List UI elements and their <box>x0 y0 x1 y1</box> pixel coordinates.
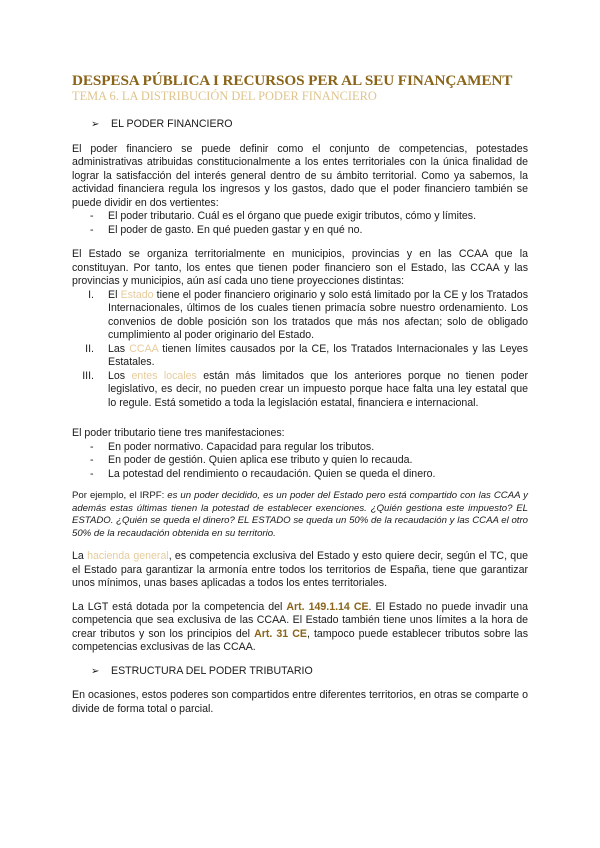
list-item: - El poder de gasto. En qué pueden gastar y en qué no. <box>90 223 363 236</box>
example-irpf: Por ejemplo, el IRPF: es un poder decidido, es un poder del Estado pero está compartido con las CCAA y además estas últimas tienen la potestad de establecer exenciones. ¿Quién gestiona este impuesto? EL ESTADO. ¿Quién se queda el dinero? EL ESTADO se queda un 50% de la recaudación y las CCAA el otro 50% de la recaudación obtenida en su territorio. <box>72 490 528 539</box>
arrow-bullet-icon: ➢ <box>91 665 100 677</box>
paragraph-lgt: La LGT está dotada por la competencia del Art. 149.1.14 CE. El Estado no puede invadir una competencia que sea exclusiva de las CCAA. El Estado también tiene unos límites a la hora de crear tributos y son los principios del Art. 31 CE, tampoco puede establecer tributos sobre las competencias exclusivas de las CCAA. <box>72 600 528 654</box>
list-item: - El poder tributario. Cuál es el órgano que puede exigir tributos, cómo y límites. <box>90 210 477 222</box>
highlight-term: entes locales <box>131 369 197 382</box>
article-reference: Art. 31 CE <box>254 627 307 640</box>
entes-list <box>72 289 528 411</box>
list-item: I. El Estado tiene el poder financiero originario y solo está limitado por la CE y los Tratados Internacionales, últimos de los cuales tienen primacía sobre nuestro ordenamiento. Los convenios de doble posición son los tratados que más nos afectan; solo de obligado cumplimiento al poder originario del Estado. <box>88 288 528 341</box>
list-item: II. Las CCAA tienen límites causados por la CE, los Tratados Internacionales y las Leyes Estatales. <box>85 342 528 368</box>
manifestaciones-list <box>72 441 528 482</box>
highlight-term: hacienda general <box>87 550 169 563</box>
paragraph-tributario-intro: El poder tributario tiene tres manifestaciones: <box>72 427 285 439</box>
document-subtitle: TEMA 6. LA DISTRIBUCIÓN DEL PODER FINANCIERO <box>72 89 377 103</box>
paragraph-estructura: En ocasiones, estos poderes son compartidos entre diferentes territorios, en otras se comparte o divide de forma total o parcial. <box>72 689 528 715</box>
section-heading-poder-financiero: ➢ EL PODER FINANCIERO <box>91 118 233 130</box>
arrow-bullet-icon: ➢ <box>91 119 100 130</box>
document-page <box>72 72 528 716</box>
article-reference: Art. 149.1.14 CE <box>286 600 369 613</box>
highlight-term: Estado <box>120 288 154 301</box>
list-item: - La potestad del rendimiento o recaudación. Quien se queda el dinero. <box>90 467 436 480</box>
paragraph-intro: El poder financiero se puede definir como el conjunto de competencias, potestades administrativas atribuidas constitucionalmente a los entes territoriales con la única finalidad de lograr la satisfacción del interés general dentro de su ámbito territorial. Como ya sabemos, la actividad financiera regula los ingresos y los gastos, dado que el poder financiero también se puede dividir en dos vertientes: <box>72 142 528 209</box>
document-title: DESPESA PÚBLICA I RECURSOS PER AL SEU FINANÇAMENT <box>72 72 513 89</box>
paragraph-organization: El Estado se organiza territorialmente en municipios, provincias y en las CCAA que la constituyan. Por tanto, los entes que tienen poder financiero son el Estado, las CCAA y las provincias y municipios, aún así cada uno tiene proyecciones distintas: <box>72 248 528 287</box>
vertientes-list <box>72 210 528 237</box>
list-item: - En poder normativo. Capacidad para regular los tributos. <box>90 440 375 453</box>
paragraph-hacienda: La hacienda general, es competencia exclusiva del Estado y esto quiere decir, según el TC, que el Estado para garantizar la armonía entre todos los territorios de España, tiene que garantizar unos mínimos, unas bases aplicadas a todos los entes territoriales. <box>72 550 528 590</box>
section-heading-estructura: ➢ ESTRUCTURA DEL PODER TRIBUTARIO <box>91 664 313 677</box>
highlight-term: CCAA <box>129 342 159 355</box>
list-item: III. Los entes locales están más limitados que los anteriores porque no tienen poder legislativo, es decir, no pueden crear un impuesto porque hace falta una ley estatal que lo regule. Está sometido a toda la legislación estatal, financiera e internacional. <box>82 369 528 409</box>
list-item: - En poder de gestión. Quien aplica ese tributo y quien lo recauda. <box>90 454 413 466</box>
